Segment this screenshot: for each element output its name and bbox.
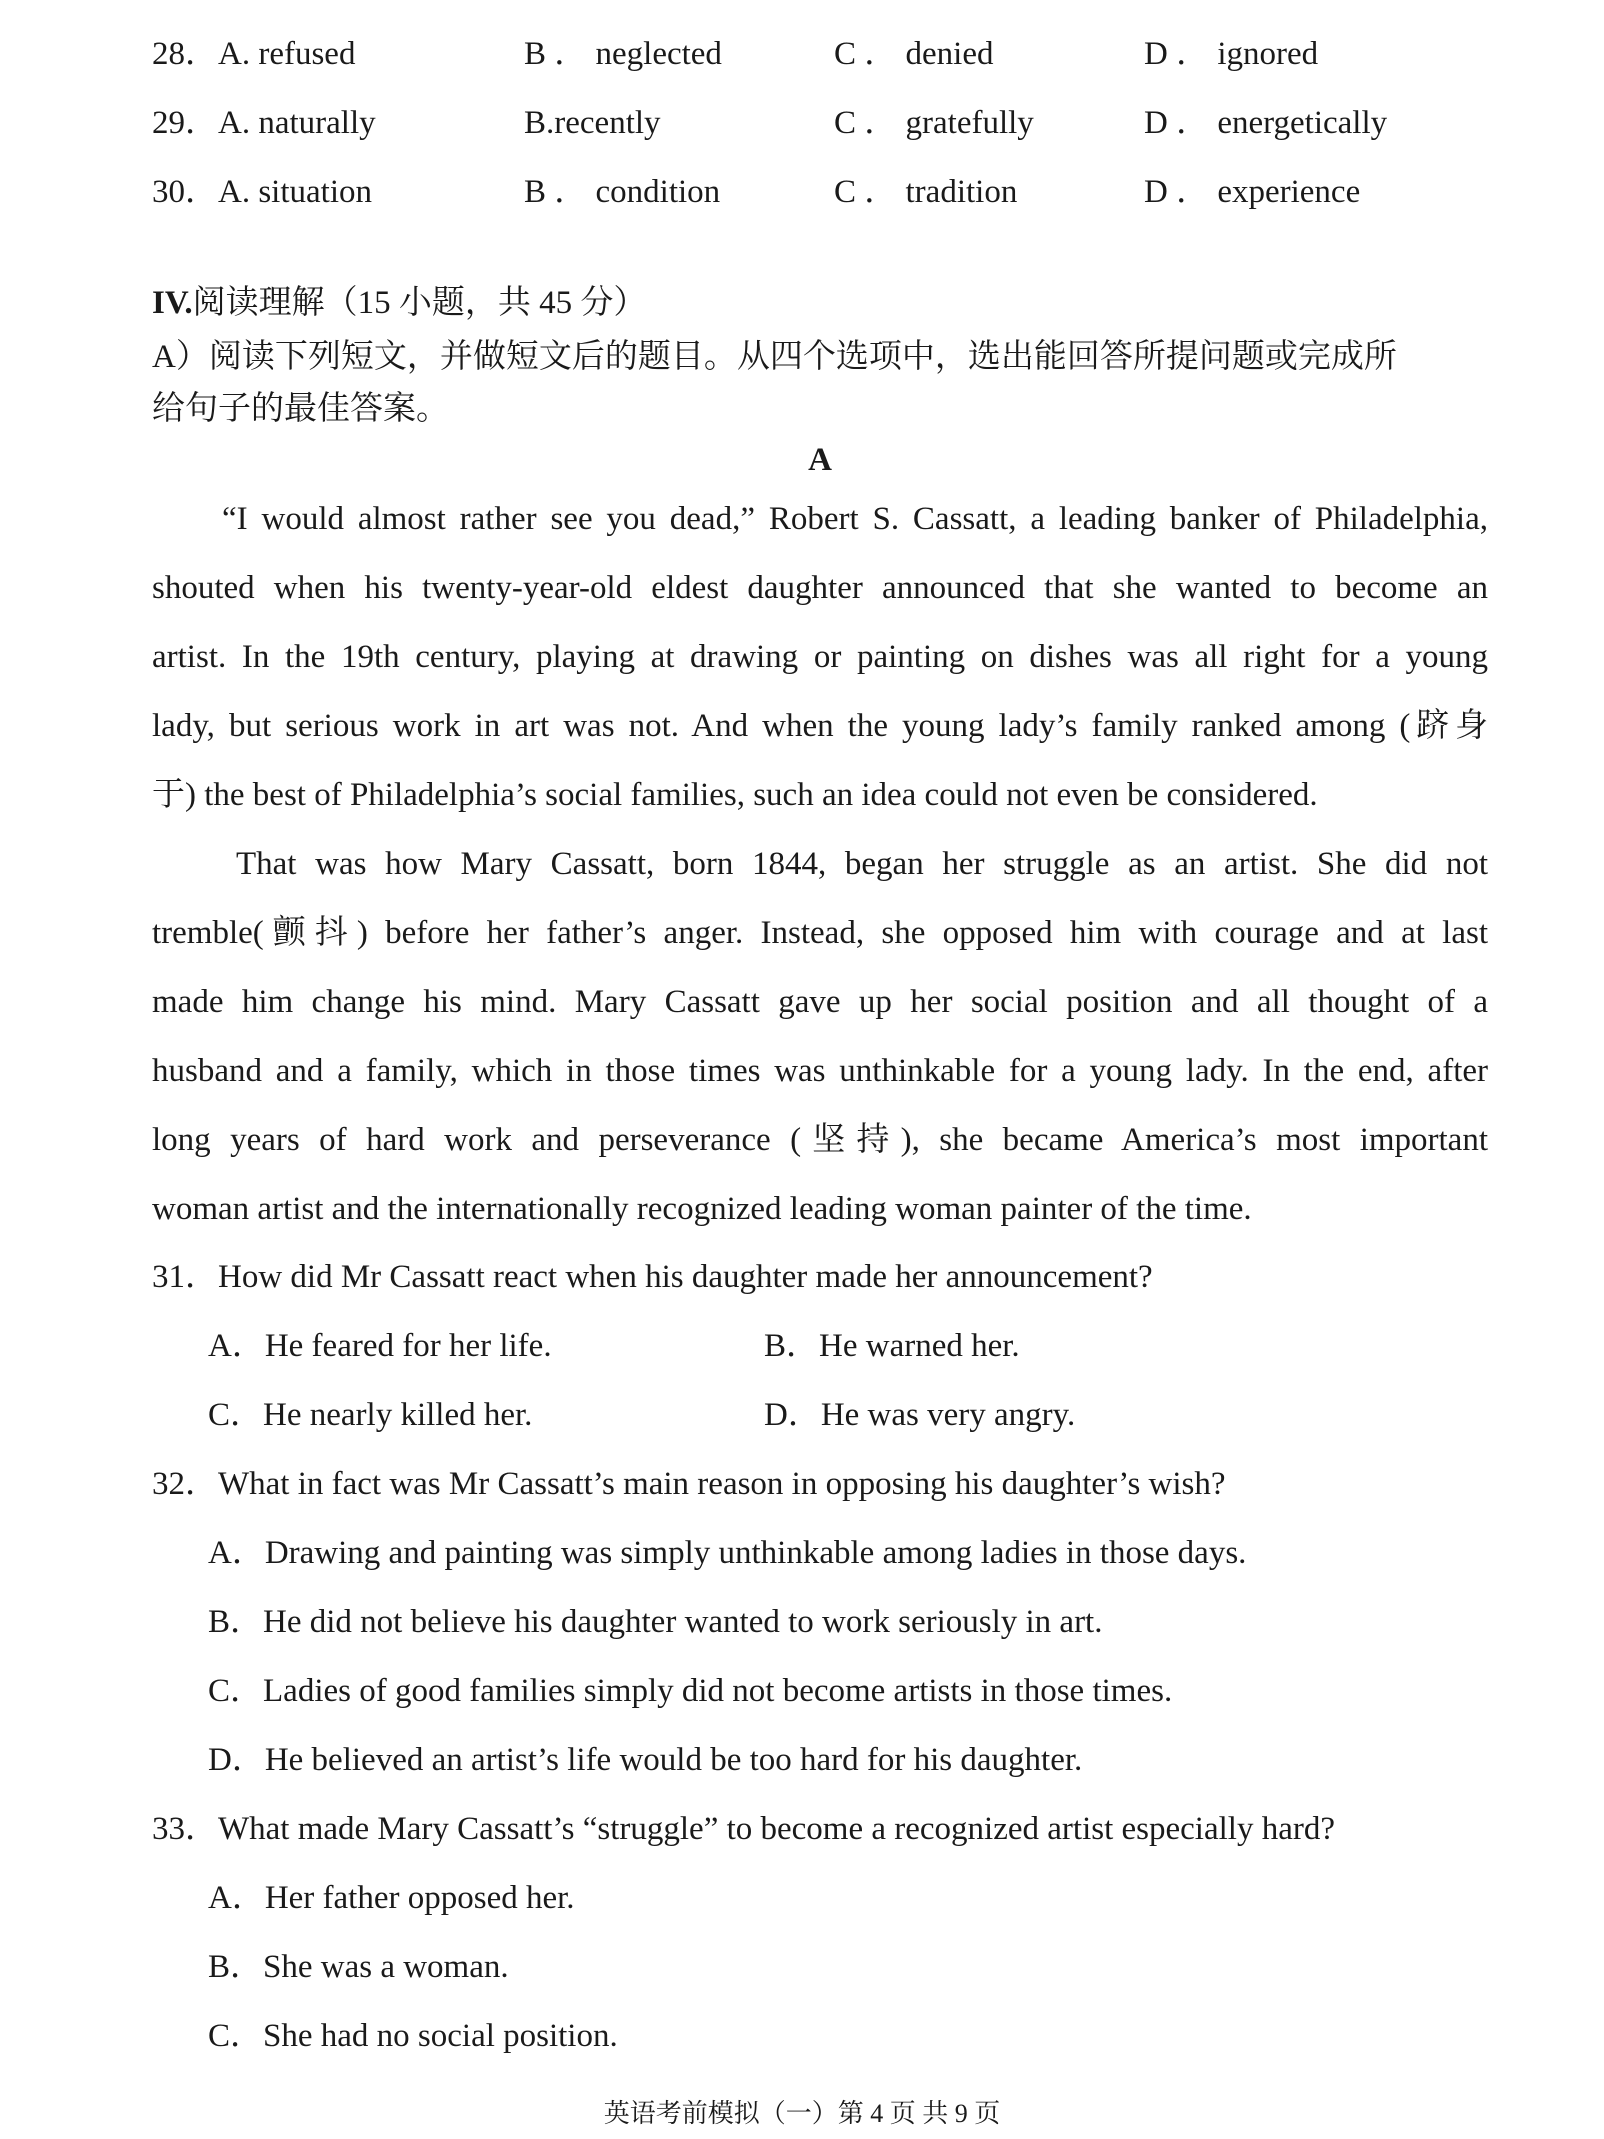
option-29-c: C ． gratefully [834,105,1034,141]
page-footer: 英语考前模拟（一）第 4 页 共 9 页 [603,2099,1001,2128]
option-28-d: D ． ignored [1144,36,1319,72]
passage-line: 于) the best of Philadelphia’s social families, such an idea could not even be considered. [152,777,1318,813]
option-30-d: D ． experience [1144,174,1361,210]
question-32-option-a: A．Drawing and painting was simply unthinkable among ladies in those days. [208,1535,1247,1571]
option-30-a: 30．A. situation [152,174,372,210]
section-title: 阅读理解（15 小题，共 45 分） [192,285,647,321]
question-31-option-c: C．He nearly killed her. [208,1397,533,1433]
passage-line: “I would almost rather see you dead,” Robert S. Cassatt, a leading banker of Philadelphia, [222,501,1488,537]
section-instruction-line-1: A）阅读下列短文，并做短文后的题目。从四个选项中，选出能回答所提问题或完成所 [152,339,1397,375]
passage-line: woman artist and the internationally recognized leading woman painter of the time. [152,1191,1252,1227]
passage-line: long years of hard work and perseverance (坚持), she became America’s most important [152,1122,1488,1158]
question-32-option-b: B．He did not believe his daughter wanted to work seriously in art. [208,1604,1103,1640]
option-30-c: C ． tradition [834,174,1018,210]
passage-line: shouted when his twenty-year-old eldest daughter announced that she wanted to become an [152,570,1488,606]
passage-line: That was how Mary Cassatt, born 1844, began her struggle as an artist. She did not [236,846,1488,882]
section-instruction-line-2: 给句子的最佳答案。 [152,391,449,427]
question-31-stem: 31．How did Mr Cassatt react when his daughter made her announcement? [152,1259,1153,1295]
section-heading [152,283,646,323]
question-32-stem: 32．What in fact was Mr Cassatt’s main reason in opposing his daughter’s wish? [152,1466,1226,1502]
option-29-a: 29．A. naturally [152,105,376,141]
passage-line: husband and a family, which in those times was unthinkable for a young lady. In the end, after [152,1053,1488,1089]
question-33-option-a: A．Her father opposed her. [208,1880,575,1916]
question-31-option-a: A．He feared for her life. [208,1328,552,1364]
question-31-option-d: D．He was very angry. [764,1397,1076,1433]
option-28-c: C ． denied [834,36,994,72]
passage-line: made him change his mind. Mary Cassatt gave up her social position and all thought of a [152,984,1488,1020]
question-31-option-b: B．He warned her. [764,1328,1020,1364]
option-28-b: B ． neglected [524,36,722,72]
question-33-stem: 33．What made Mary Cassatt’s “struggle” to become a recognized artist especially hard? [152,1811,1335,1847]
option-29-b: B.recently [524,105,661,141]
question-33-option-b: B．She was a woman. [208,1949,509,1985]
option-29-d: D ． energetically [1144,105,1388,141]
section-number: IV. [152,285,193,321]
option-28-a: 28．A. refused [152,36,356,72]
passage-line: lady, but serious work in art was not. And when the young lady’s family ranked among (跻身 [152,708,1488,744]
passage-line: artist. In the 19th century, playing at drawing or painting on dishes was all right for a young [152,639,1488,675]
question-32-option-c: C．Ladies of good families simply did not become artists in those times. [208,1673,1173,1709]
passage-title: A [808,442,832,478]
option-30-b: B ． condition [524,174,721,210]
question-32-option-d: D．He believed an artist’s life would be too hard for his daughter. [208,1742,1083,1778]
question-33-option-c: C．She had no social position. [208,2018,618,2054]
passage-line: tremble(颤抖) before her father’s anger. Instead, she opposed him with courage and at last [152,915,1488,951]
